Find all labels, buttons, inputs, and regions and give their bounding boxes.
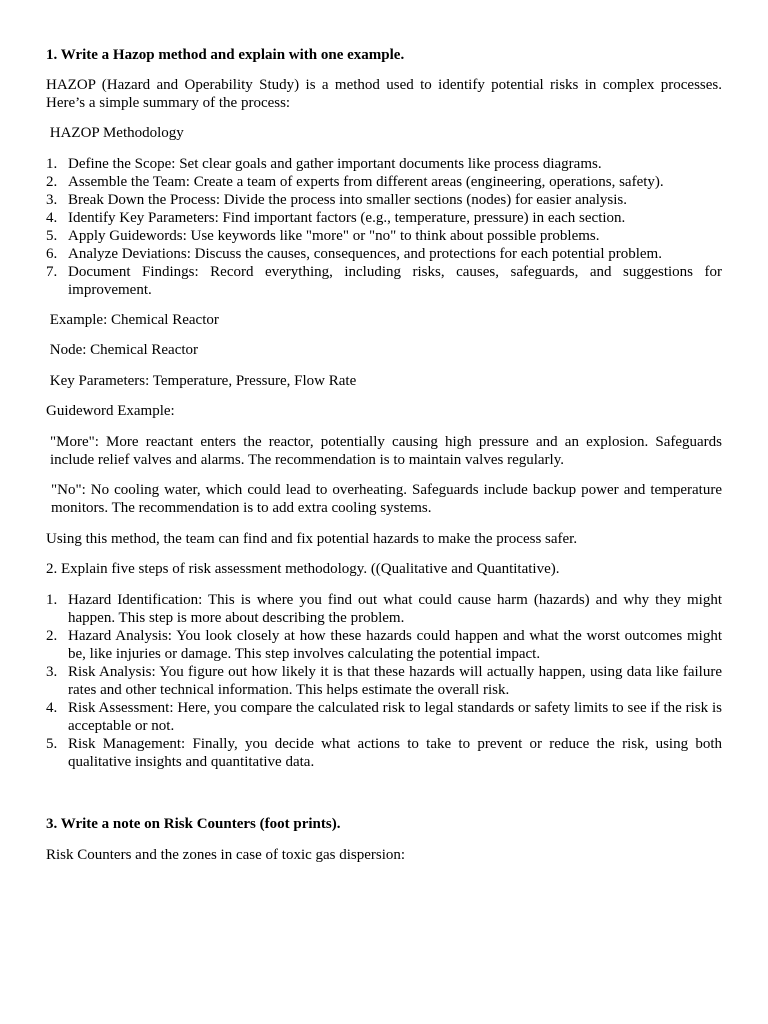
hazop-steps-list: [46, 155, 722, 299]
risk-counters-text: Risk Counters and the zones in case of toxic gas dispersion:: [46, 847, 406, 863]
example-line: Example: Chemical Reactor: [46, 312, 219, 328]
list-item: 5. Apply Guidewords: Use keywords like "more" or "no" to think about possible problems.: [46, 228, 600, 244]
key-parameters-line: Key Parameters: Temperature, Pressure, Flow Rate: [46, 373, 357, 389]
hazop-intro: HAZOP (Hazard and Operability Study) is a method used to identify potential risks in complex processes. Here’s a simple summary of the process:: [46, 77, 722, 111]
list-item: 6. Analyze Deviations: Discuss the causes, consequences, and protections for each potential problem.: [46, 246, 662, 262]
question-1-heading: 1. Write a Hazop method and explain with one example.: [46, 47, 405, 63]
list-item: 1. Define the Scope: Set clear goals and gather important documents like process diagrams.: [46, 156, 602, 172]
risk-assessment-steps-list: [46, 591, 722, 771]
question-3-heading: 3. Write a note on Risk Counters (foot prints).: [46, 816, 341, 832]
list-item: 4. Risk Assessment: Here, you compare the calculated risk to legal standards or safety limits to see if the risk is acceptable or not.: [46, 700, 722, 734]
list-item: 7. Document Findings: Record everything, including risks, causes, safeguards, and suggestions for improvement.: [46, 264, 722, 298]
question-2-heading: 2. Explain five steps of risk assessment methodology. ((Qualitative and Quantitative).: [46, 561, 560, 577]
list-item: 3. Risk Analysis: You figure out how likely it is that these hazards will actually happen, using data like failure rates and other technical information. This helps estimate the overall risk.: [46, 664, 722, 698]
list-item: 5. Risk Management: Finally, you decide what actions to take to prevent or reduce the risk, using both qualitative insights and quantitative data.: [46, 736, 722, 770]
list-item: 4. Identify Key Parameters: Find important factors (e.g., temperature, pressure) in each section.: [46, 210, 626, 226]
list-item: 2. Hazard Analysis: You look closely at how these hazards could happen and what the worst outcomes might be, like injuries or damage. This step involves calculating the potential impact.: [46, 628, 722, 662]
hazop-methodology-title: HAZOP Methodology: [46, 125, 184, 141]
list-item: 1. Hazard Identification: This is where you find out what could cause harm (hazards) and why they might happen. This step is more about describing the problem.: [46, 592, 722, 626]
node-line: Node: Chemical Reactor: [46, 342, 199, 358]
list-item: 2. Assemble the Team: Create a team of experts from different areas (engineering, operations, safety).: [46, 174, 664, 190]
guideword-example-label: Guideword Example:: [46, 403, 175, 419]
guideword-more-paragraph: "More": More reactant enters the reactor, potentially causing high pressure and an explosion. Safeguards include relief valves and alarms. The recommendation is to maintain valves regularly.: [50, 434, 722, 468]
guideword-no-paragraph: "No": No cooling water, which could lead to overheating. Safeguards include backup power and temperature monitors. The recommendation is to add extra cooling systems.: [51, 482, 722, 516]
list-item: 3. Break Down the Process: Divide the process into smaller sections (nodes) for easier analysis.: [46, 192, 628, 208]
hazop-conclusion: Using this method, the team can find and fix potential hazards to make the process safer.: [46, 531, 578, 547]
